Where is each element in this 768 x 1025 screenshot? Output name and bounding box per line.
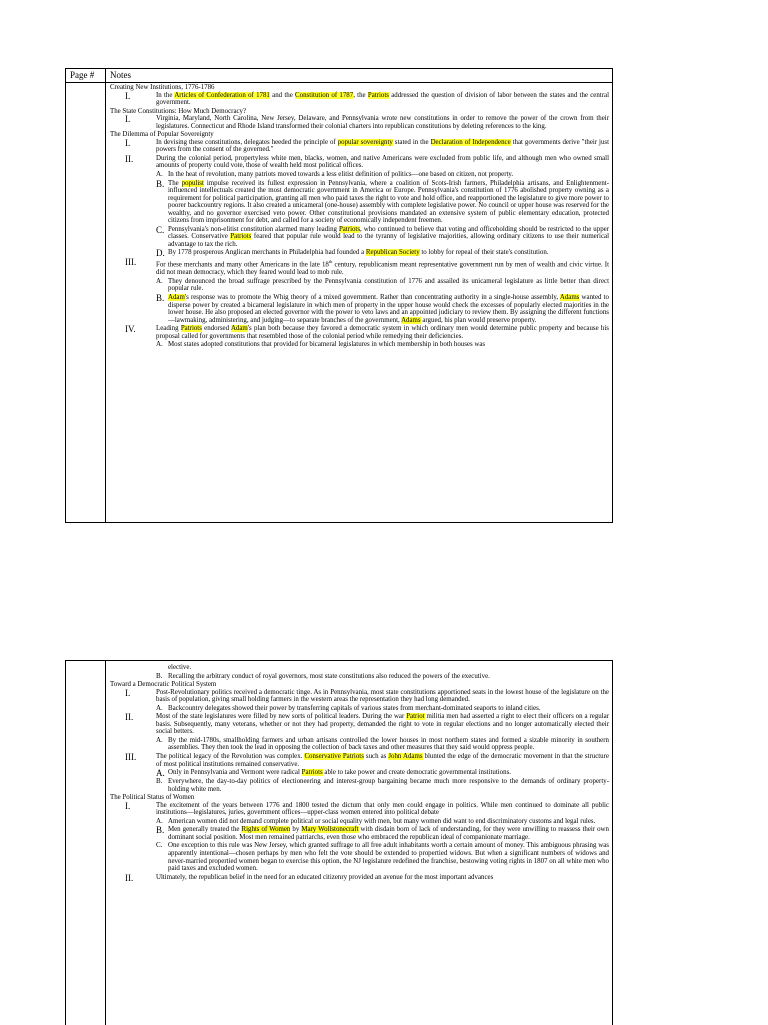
outline-item: [110, 713, 609, 736]
section-title: The State Constitutions: How Much Democracy?: [110, 107, 247, 115]
roman-numeral: IV.: [125, 324, 136, 335]
letter-marker: A.: [156, 735, 163, 744]
roman-numeral: III.: [125, 752, 137, 763]
notes-body: [110, 664, 609, 883]
highlight: Patriots: [338, 225, 361, 233]
outline-item: [110, 753, 609, 768]
outline-subitem: [156, 826, 609, 841]
subitem-text: Pennsylvania's non-elitist constitution alarmed many leading Patriots, who continued to believe that voting and officeholding should be restricted to the upper classes. Conservative Patriots feared that popular rule would lead to the tyranny of legislative majorities, allowing ordinary citizens to use their numerical advantage to tax the rich.: [168, 225, 609, 248]
page-number-column: [66, 661, 106, 1025]
highlight: John Adams: [388, 753, 423, 761]
outline-subitem: [156, 673, 609, 681]
highlight: Patriots: [230, 233, 252, 241]
highlight: Adams: [401, 316, 421, 324]
subitem-text: The populist impulse received its fullest expression in Pennsylvania, where a coalition of Scots-Irish farmers, Philadelphia artisans, and Enlightenment-influenced intellectuals created the most democratic government in America or Europe. Pennsylvania's constitution of 1776 abolished property owning as a requirement for political participation, granting all men who paid taxes the right to vote and hold office, and reapportioned the legislature to give more power to poorer backcountry regions. It also created a unicameral (one-house) assembly with complete legislative power. No council or upper house was reserved for the wealthy, and no governor exercised veto power. Other constitutional provisions mandated an extensive system of public elementary education, protected citizens from imprisonment for debt, and called for a society of economically independent freemen.: [168, 179, 609, 225]
item-text: Leading Patriots endorsed Adam's plan both because they favored a democratic system in which ordinary men would determine public property and because his proposal called for governments that resembled those of the colonial period while remedying their deficiencies.: [156, 325, 609, 340]
notes-body: [110, 84, 609, 350]
notes-page-2: [65, 660, 613, 1025]
outline-item: [110, 115, 609, 130]
subitem-text: elective.: [168, 664, 192, 671]
subitem-text: American women did not demand complete political or social equality with men, but many women did want to end discriminatory customs and legal rules.: [168, 817, 596, 825]
highlight: Mary Wollstonecraft: [301, 826, 359, 834]
outline-item: [110, 802, 609, 817]
outline-subitem: [156, 664, 609, 672]
letter-marker: B.: [156, 292, 165, 303]
highlight: Republican Society: [365, 249, 420, 257]
outline-subitem: [156, 769, 609, 777]
letter-marker: B.: [156, 671, 163, 680]
outline-item: [110, 258, 609, 276]
item-text: The political legacy of the Revolution was complex. Conservative Patriots such as John Adams blunted the edge of the democratic movement in that the structure of most political institutions remained conservative.: [156, 753, 609, 768]
item-text: Post-Revolutionary politics received a democratic tinge. As in Pennsylvania, most state constitutions apportioned seats in the lowest house of the legislature on the basis of population, giving small holding farmers in the western areas the representation they had long demanded.: [156, 688, 609, 704]
roman-numeral: I.: [125, 114, 131, 125]
letter-marker: A.: [156, 768, 165, 779]
highlight: Patriots: [180, 325, 202, 333]
roman-numeral: I.: [125, 137, 131, 148]
highlight: Adam: [168, 293, 185, 301]
outline-item: [110, 874, 609, 882]
letter-marker: C.: [156, 224, 165, 235]
outline-item: [110, 325, 609, 340]
outline-item: [110, 155, 609, 170]
subitem-text: In the heat of revolution, many patriots moved towards a less elitist definition of politics—one based on citizen, not property.: [168, 171, 514, 179]
letter-marker: C.: [156, 841, 163, 850]
table-header: [66, 69, 612, 83]
subitem-text: Everywhere, the day-to-day politics of electioneering and interest-group bargaining became much more responsive to the demands of ordinary property-holding white men.: [168, 778, 609, 793]
roman-numeral: III.: [125, 257, 137, 268]
item-text: Virginia, Maryland, North Carolina, New Jersey, Delaware, and Pennsylvania wrote new constitutions in order to remove the power of the crown from their legislatures. Connecticut and Rhode Island transformed their colonial charters into republican constitutions by deleting references to the king.: [156, 115, 609, 130]
outline-item: [110, 92, 609, 107]
item-text: Most of the state legislatures were filled by new sorts of political leaders. During the war Patriot militia men had asserted a right to elect their officers on a regular basis. Subsequently, many veterans, whether or not they had property, demanded the right to vote in regular elections and no longer automatically elected their social betters.: [156, 713, 609, 736]
subitem-text: Recalling the arbitrary conduct of royal governors, most state constitutions also reduced the powers of the executive.: [168, 672, 490, 680]
highlight: Adams: [559, 293, 580, 301]
letter-marker: A.: [156, 276, 163, 285]
outline-subitem: [156, 737, 609, 752]
section-title: Creating New Institutions, 1776-1786: [110, 84, 215, 91]
outline-subitem: [156, 842, 609, 872]
notes-header: Notes: [110, 70, 131, 80]
outline-subitem: [156, 818, 609, 826]
subitem-text: Backcountry delegates showed their power by transferring capitals of various states from merchant-dominated seaports to inland cities.: [168, 704, 541, 712]
highlight: Conservative Patriots: [304, 753, 364, 761]
highlight: Articles of Confederation of 1781: [174, 91, 270, 99]
roman-numeral: I.: [125, 800, 131, 811]
page-number-column: [66, 69, 106, 522]
outline-subitem: [156, 180, 609, 225]
highlight: Patriots: [367, 91, 389, 99]
subitem-text: Men generally treated the Rights of Women by Mary Wollstonecraft with disdain born of lack of understanding, for they were unwilling to reassess their own dominant social position. Most men remained patriarchs, even those who embraced the republican ideal of companionate marriage.: [168, 826, 609, 841]
highlight: popular sovereignty: [337, 138, 393, 146]
roman-numeral: II.: [125, 872, 134, 883]
highlight: populist: [181, 179, 204, 187]
subitem-text: Adam's response was to promote the Whig theory of a mixed government. Rather than concentrating authority in a single-house assembly, Adams wanted to disperse power by created a bicameral legislature in which men of property in the upper house would check the excesses of popularly elected majorities in the lower house. He also proposed an elected governor with the power to veto laws and an appointed judiciary to review them. By assigning the different functions—lawmaking, administering, and judging—to separate branches of the government, Adams argued, his plan would preserve property.: [168, 293, 609, 324]
section-title: The Political Status of Women: [110, 794, 195, 802]
letter-marker: B.: [156, 777, 163, 786]
letter-marker: B.: [156, 178, 165, 189]
highlight: Patriot: [406, 713, 425, 721]
roman-numeral: II.: [125, 153, 134, 164]
item-text: The excitement of the years between 1776 and 1800 tested the dictum that only men could engage in politics. While men continued to dominate all public institutions—legislatures, juries, government offices—upper-class women entered into political debate: [156, 801, 609, 817]
subitem-text: They denounced the broad suffrage prescribed by the Pennsylvania constitution of 1776 and assailed its unicameral legislature as little better than direct popular rule.: [168, 277, 609, 293]
letter-marker: A.: [156, 170, 163, 179]
page-number-header: Page #: [70, 70, 95, 80]
highlight: Adam: [230, 325, 248, 333]
outline-subitem: [156, 341, 609, 349]
outline-subitem: [156, 171, 609, 179]
section-title: The Dilemma of Popular Sovereignty: [110, 131, 214, 139]
outline-subitem: [156, 778, 609, 793]
subitem-text: Only in Pennsylvania and Vermont were radical Patriots able to take power and create democratic governmental institutions.: [168, 769, 511, 777]
roman-numeral: I.: [125, 687, 131, 698]
roman-numeral: II.: [125, 712, 134, 723]
outline-subitem: [156, 249, 609, 257]
outline-subitem: [156, 294, 609, 324]
highlight: Patriots: [301, 769, 323, 777]
outline-subitem: [156, 278, 609, 293]
outline-item: [110, 689, 609, 704]
item-text: In devising these constitutions, delegates heeded the principle of popular sovereignty stated in the Declaration of Independence that governments derive "their just powers from the consent of the governed.": [156, 138, 610, 154]
item-text: In the Articles of Confederation of 1781 and the Constitution of 1787, the Patriots addressed the question of division of labor between the states and the central government.: [156, 91, 609, 107]
outline-item: [110, 139, 609, 154]
subitem-text: Most states adopted constitutions that provided for bicameral legislatures in which membership in both houses was: [168, 341, 486, 349]
subitem-text: By 1778 prosperous Anglican merchants in Philadelphia had founded a Republican Society to lobby for repeal of their state's constitution.: [168, 249, 549, 257]
outline-subitem: [156, 705, 609, 713]
highlight: Rights of Women: [241, 826, 291, 834]
subitem-text: One exception to this rule was New Jersey, which granted suffrage to all free adult inhabitants worth a certain amount of money. This ambiguous phrasing was apparently intentional—chosen perhaps by men who felt the vote should be extended to propertied widows. But when a significant numbers of widows and never-married propertied women began to exercise this option, the NJ legislature redefined the franchise, bestowing voting rights in 1807 on all white men who paid taxes and excluded women.: [168, 842, 609, 873]
item-text: For these merchants and many other Americans in the late 18th century, republicanism meant representative government run by men of wealth and civic virtue. It did not mean democracy, which they feared would lead to mob rule.: [156, 259, 609, 277]
outline-subitem: [156, 226, 609, 249]
highlight: Constitution of 1787: [295, 91, 354, 99]
letter-marker: D.: [156, 248, 165, 259]
item-text: During the colonial period, propertyless white men, blacks, women, and native Americans were excluded from public life, and although men who owned small amounts of property could vote, those of wealth held most political offices.: [156, 154, 609, 170]
notes-page-1: [65, 68, 613, 523]
section-title: Toward a Democratic Political System: [110, 681, 217, 689]
letter-marker: A.: [156, 703, 163, 712]
letter-marker: A.: [156, 340, 163, 349]
roman-numeral: I.: [125, 90, 131, 101]
letter-marker: B.: [156, 825, 165, 836]
highlight: Declaration of Independence: [430, 138, 511, 146]
letter-marker: A.: [156, 816, 163, 825]
item-text: Ultimately, the republican belief in the need for an educated citizenry provided an avenue for the most important advances: [156, 873, 494, 881]
subitem-text: By the mid-1780s, smallholding farmers and urban artisans controlled the lower houses in most northern states and formed a sizable minority in southern assemblies. They then took the lead in opposing the collection of back taxes and other measures that they said would oppress people.: [168, 736, 609, 752]
